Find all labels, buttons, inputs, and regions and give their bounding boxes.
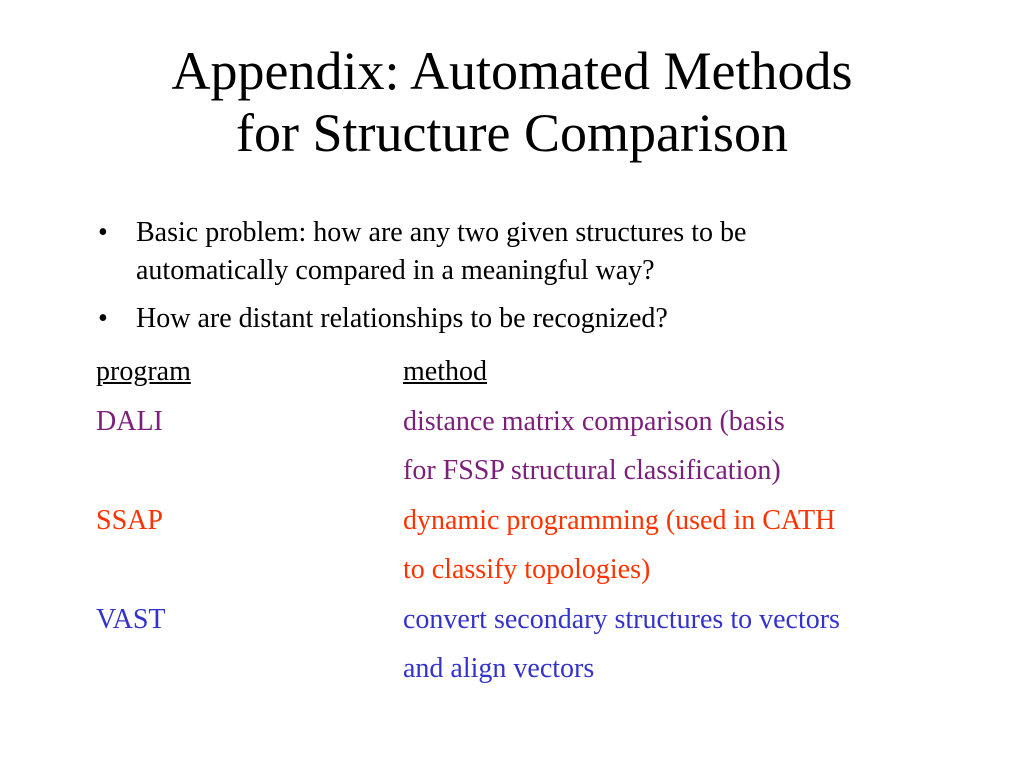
program-cell: DALI [96, 405, 163, 437]
method-column-header: method [403, 356, 487, 387]
program-column-header: program [96, 356, 191, 387]
table-row [96, 649, 976, 699]
method-cell: distance matrix comparison (basis [403, 405, 785, 437]
method-cell: and align vectors [403, 653, 595, 684]
slide-title-line-2: for Structure Comparison [236, 103, 788, 163]
bullet-line: Basic problem: how are any two given structures to be [136, 217, 747, 248]
bullet-icon: • [98, 217, 108, 248]
method-cell: to classify topologies) [403, 554, 651, 585]
table-row [96, 501, 976, 551]
bullet-list [96, 214, 956, 348]
method-cell: convert secondary structures to vectors [403, 603, 840, 635]
bullet-line: How are distant relationships to be recognized? [136, 303, 668, 334]
program-method-table [96, 352, 976, 699]
bullet-icon: • [98, 303, 108, 334]
slide-title-line-1: Appendix: Automated Methods [171, 41, 853, 101]
table-row [96, 600, 976, 650]
bullet-line: automatically compared in a meaningful way? [136, 255, 655, 286]
program-cell: VAST [96, 603, 166, 635]
bullet-item [96, 300, 956, 338]
table-row [96, 451, 976, 501]
table-header-row [96, 352, 976, 402]
bullet-item [96, 214, 956, 290]
method-cell: dynamic programming (used in CATH [403, 504, 836, 536]
program-cell: SSAP [96, 504, 163, 536]
slide-title [0, 40, 1024, 164]
method-cell: for FSSP structural classification) [403, 455, 781, 486]
table-row [96, 402, 976, 452]
table-row [96, 550, 976, 600]
